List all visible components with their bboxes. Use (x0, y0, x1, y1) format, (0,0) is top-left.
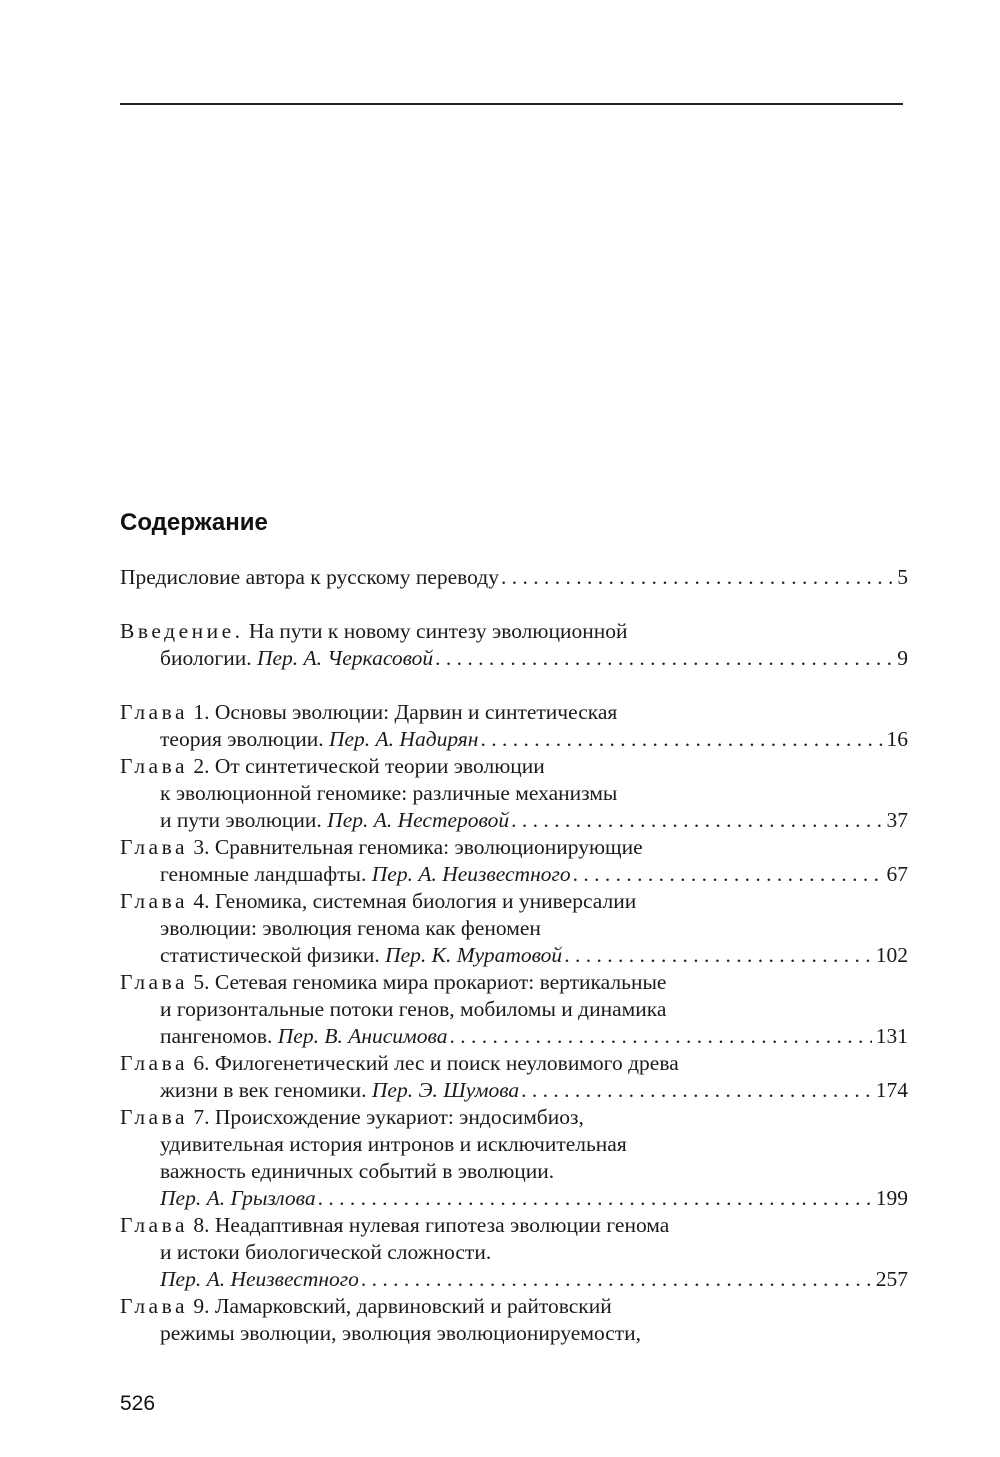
toc-entry-chapter-6[interactable] (120, 1050, 908, 1104)
toc-entry-chapter-3[interactable] (120, 834, 908, 888)
toc-entry-title: 2. От синтетической теории эволюции (193, 754, 545, 778)
toc-entry-label: Глава (120, 889, 188, 913)
dot-leader (521, 1077, 872, 1104)
toc-entry-last-line (120, 807, 908, 834)
toc-entry-translator: Пер. А. Надирян (328, 727, 479, 751)
toc-entry-line: и истоки биологической сложности. (160, 1240, 492, 1264)
toc-entry-line: удивительная история интронов и исключительная (160, 1132, 627, 1156)
toc-entry-title-end (160, 1266, 359, 1293)
toc-entry-first-line (120, 1212, 908, 1239)
toc-entry-title-tail: теория эволюции. (160, 727, 329, 751)
toc-entry-title-tail: жизни в век геномики. (160, 1078, 372, 1102)
top-rule (120, 103, 903, 105)
toc-entry-page: 5 (897, 565, 908, 589)
toc-entry-page: 16 (886, 727, 908, 751)
toc-entry-label: Глава (120, 1105, 188, 1129)
toc-entry-label: Введение. (120, 619, 244, 643)
toc-entry-title-end (160, 861, 571, 888)
toc-entry-label: Глава (120, 1051, 188, 1075)
toc-entry-title: 9. Ламарковский, дарвиновский и райтовский (193, 1294, 612, 1318)
toc-entry-title-tail: геномные ландшафты. (160, 862, 372, 886)
toc-entry-last-line (120, 1077, 908, 1104)
toc-entry-first-line (120, 699, 908, 726)
toc-entry-title-end (160, 1023, 447, 1050)
toc-entry-chapter-4[interactable] (120, 888, 908, 969)
dot-leader (435, 645, 893, 672)
dot-leader (449, 1023, 871, 1050)
toc-entry-translator: Пер. А. Грызлова (160, 1186, 316, 1210)
toc-entry-last-line (120, 564, 908, 591)
toc-entry-title-tail: статистической физики. (160, 943, 386, 967)
toc-entry-first-line (120, 753, 908, 780)
dot-leader (573, 861, 883, 888)
toc-entry-first-line (120, 969, 908, 996)
toc-entry-title-end (160, 1077, 519, 1104)
toc-entry-title: 1. Основы эволюции: Дарвин и синтетическая (193, 700, 618, 724)
toc-entry-first-line (120, 1293, 908, 1320)
toc-entry-line: режимы эволюции, эволюция эволюционируемости, (160, 1321, 642, 1345)
dot-leader (564, 942, 872, 969)
toc-entry-line: и горизонтальные потоки генов, мобиломы и динамика (160, 997, 667, 1021)
toc-entry-translator: Пер. Э. Шумова (371, 1078, 520, 1102)
toc-entry-label: Глава (120, 754, 188, 778)
toc-entry-title: Предисловие автора к русскому переводу (120, 565, 499, 589)
dot-leader (511, 807, 882, 834)
toc-entry-first-line (120, 1050, 908, 1077)
toc-entry-page: 67 (886, 862, 908, 886)
toc-entry-last-line (120, 1023, 908, 1050)
toc-entry-title-end (160, 1185, 316, 1212)
toc-entry-page: 199 (875, 1186, 908, 1210)
toc-entry-line: к эволюционной геномике: различные механизмы (160, 781, 618, 805)
toc-entry-translator: Пер. А. Неизвестного (160, 1267, 359, 1291)
toc-entry-title-end (160, 942, 562, 969)
toc-entry-page: 257 (875, 1267, 908, 1291)
toc-entry-label: Глава (120, 1213, 188, 1237)
toc-entry-translator: Пер. А. Нестеровой (327, 808, 510, 832)
toc-entry-chapter-9[interactable] (120, 1293, 908, 1347)
toc-entry-title: 7. Происхождение эукариот: эндосимбиоз, (193, 1105, 584, 1129)
toc-entry-chapter-1[interactable] (120, 699, 908, 753)
toc-entry-first-line (120, 618, 908, 645)
toc-entry-title-end (160, 645, 433, 672)
toc-entry-label: Глава (120, 835, 188, 859)
toc-entry-introduction[interactable] (120, 618, 908, 672)
toc-entry-title: 3. Сравнительная геномика: эволюционирующие (193, 835, 643, 859)
toc-entry-title-tail: пангеномов. (160, 1024, 278, 1048)
toc-entry-last-line (120, 1266, 908, 1293)
toc-entry-chapter-7[interactable] (120, 1104, 908, 1212)
toc-entry-page: 174 (875, 1078, 908, 1102)
toc-entry-last-line (120, 1185, 908, 1212)
toc-entry-page: 131 (875, 1024, 908, 1048)
toc-entry-chapter-8[interactable] (120, 1212, 908, 1293)
toc-entry-last-line (120, 942, 908, 969)
toc-entry-title: 6. Филогенетический лес и поиск неуловимого древа (193, 1051, 679, 1075)
toc-entry-label: Глава (120, 700, 188, 724)
toc-entry-line: важность единичных событий в эволюции. (160, 1159, 555, 1183)
toc-entry-line: эволюции: эволюция генома как феномен (160, 916, 541, 940)
toc-entry-title-end (160, 807, 509, 834)
toc-entry-preface[interactable] (120, 564, 908, 591)
page-number: 526 (120, 1392, 156, 1415)
toc-entry-title-tail: и пути эволюции. (160, 808, 328, 832)
toc-entry-first-line (120, 834, 908, 861)
toc-entry-page: 9 (897, 646, 908, 670)
toc-entry-title: 5. Сетевая геномика мира прокариот: вертикальные (193, 970, 667, 994)
dot-leader (501, 564, 893, 591)
toc-entry-label: Глава (120, 970, 188, 994)
toc-entry-first-line (120, 888, 908, 915)
toc-entry-first-line (120, 1104, 908, 1131)
toc-entry-last-line (120, 861, 908, 888)
dot-leader (318, 1185, 872, 1212)
toc-entry-title: 8. Неадаптивная нулевая гипотеза эволюции генома (193, 1213, 670, 1237)
toc-entry-page: 37 (886, 808, 908, 832)
toc-entry-page: 102 (875, 943, 908, 967)
toc-entry-translator: Пер. В. Анисимова (277, 1024, 448, 1048)
toc-entry-label: Глава (120, 1294, 188, 1318)
page-title: Содержание (120, 509, 268, 536)
toc-entry-title-end (160, 726, 478, 753)
toc-entry-translator: Пер. А. Неизвестного (371, 862, 571, 886)
toc-entry-title: 4. Геномика, системная биология и универсалии (193, 889, 637, 913)
dot-leader (480, 726, 882, 753)
toc-entry-chapter-2[interactable] (120, 753, 908, 834)
toc-entry-title: На пути к новому синтезу эволюционной (248, 619, 628, 643)
toc-entry-chapter-5[interactable] (120, 969, 908, 1050)
toc-entry-translator: Пер. К. Муратовой (385, 943, 563, 967)
toc-entry-translator: Пер. А. Черкасовой (256, 646, 434, 670)
table-of-contents (120, 564, 908, 1347)
dot-leader (361, 1266, 872, 1293)
toc-entry-last-line (120, 645, 908, 672)
toc-entry-title-tail: биологии. (160, 646, 257, 670)
toc-entry-last-line (120, 726, 908, 753)
